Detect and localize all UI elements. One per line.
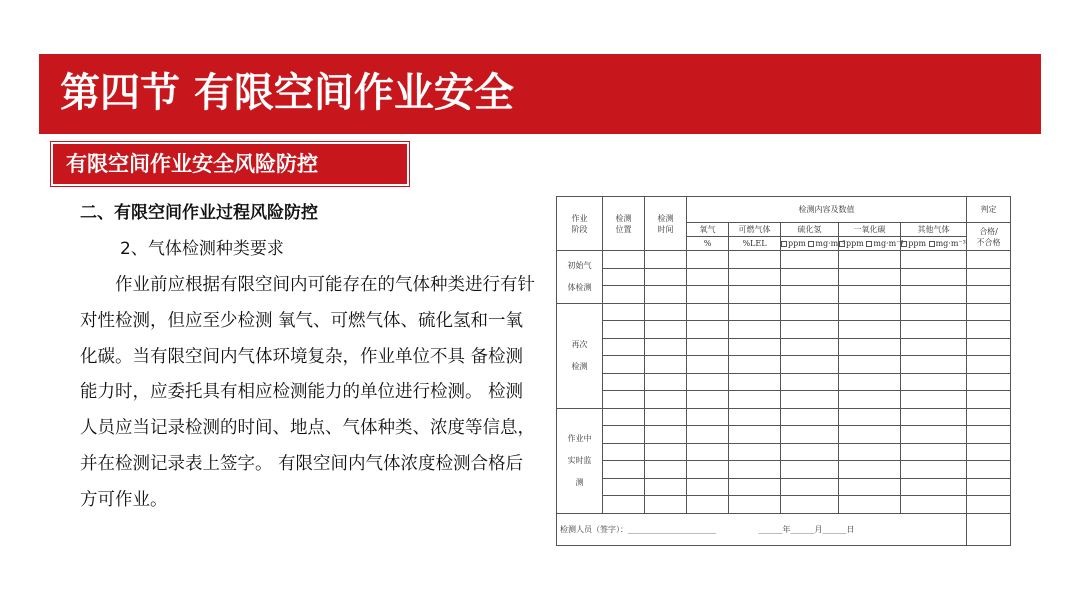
stage-realtime: 作业中 实时监 测 bbox=[557, 408, 603, 513]
gas-combustible: 可燃气体 bbox=[729, 223, 781, 237]
unit-other: ppm mg·m⁻³ bbox=[901, 237, 967, 251]
signer-label: 检测人员（签字）： bbox=[560, 524, 628, 534]
year-label: 年 bbox=[782, 524, 791, 534]
stage-recheck: 再次 检测 bbox=[557, 303, 603, 408]
header-position: 检测 位置 bbox=[603, 197, 645, 251]
form-footer: 检测人员（签字）：______________________ ______年______月______日 bbox=[557, 513, 967, 545]
unit-lel: %LEL bbox=[729, 237, 781, 251]
header-stage: 作业 阶段 bbox=[557, 197, 603, 251]
subtitle: 有限空间作业安全风险防控 bbox=[66, 152, 318, 176]
header-time: 检测 时间 bbox=[645, 197, 687, 251]
gas-h2s: 硫化氢 bbox=[781, 223, 839, 237]
judge-values: 合格/ 不合格 bbox=[967, 223, 1011, 251]
section-heading: 二、有限空间作业过程风险防控 bbox=[80, 203, 318, 223]
month-label: 月 bbox=[814, 524, 823, 534]
body-paragraph: 作业前应根据有限空间内可能存在的气体种类进行有针对性检测，但应至少检测 氧气、可燃气体、硫化氢和一氧化碳。当有限空间内气体环境复杂，作业单位不具 备检测能力时，应委托具有相应检测能力的单位进行检测。 检测人员应当记录检测的时间、地点、气体种类、浓度等信息，并在检测记录表上签字。 有限空间内气体浓度检测合格后方可作业。 bbox=[80, 275, 535, 510]
unit-co: ppm mg·m⁻³ bbox=[839, 237, 901, 251]
day-label: 日 bbox=[846, 524, 855, 534]
page-title: 第四节 有限空间作业安全 bbox=[60, 70, 514, 116]
unit-h2s: ppm mg·m⁻³ bbox=[781, 237, 839, 251]
gas-oxygen: 氧气 bbox=[687, 223, 729, 237]
header-content: 检测内容及数值 bbox=[687, 197, 967, 223]
header-judge: 判定 bbox=[967, 197, 1011, 223]
unit-percent: % bbox=[687, 237, 729, 251]
gas-co: 一氧化碳 bbox=[839, 223, 901, 237]
stage-initial: 初始气 体检测 bbox=[557, 251, 603, 304]
item-heading: 2、气体检测种类要求 bbox=[120, 239, 284, 259]
gas-other: 其他气体 bbox=[901, 223, 967, 237]
gas-detection-record-form bbox=[556, 196, 1011, 546]
